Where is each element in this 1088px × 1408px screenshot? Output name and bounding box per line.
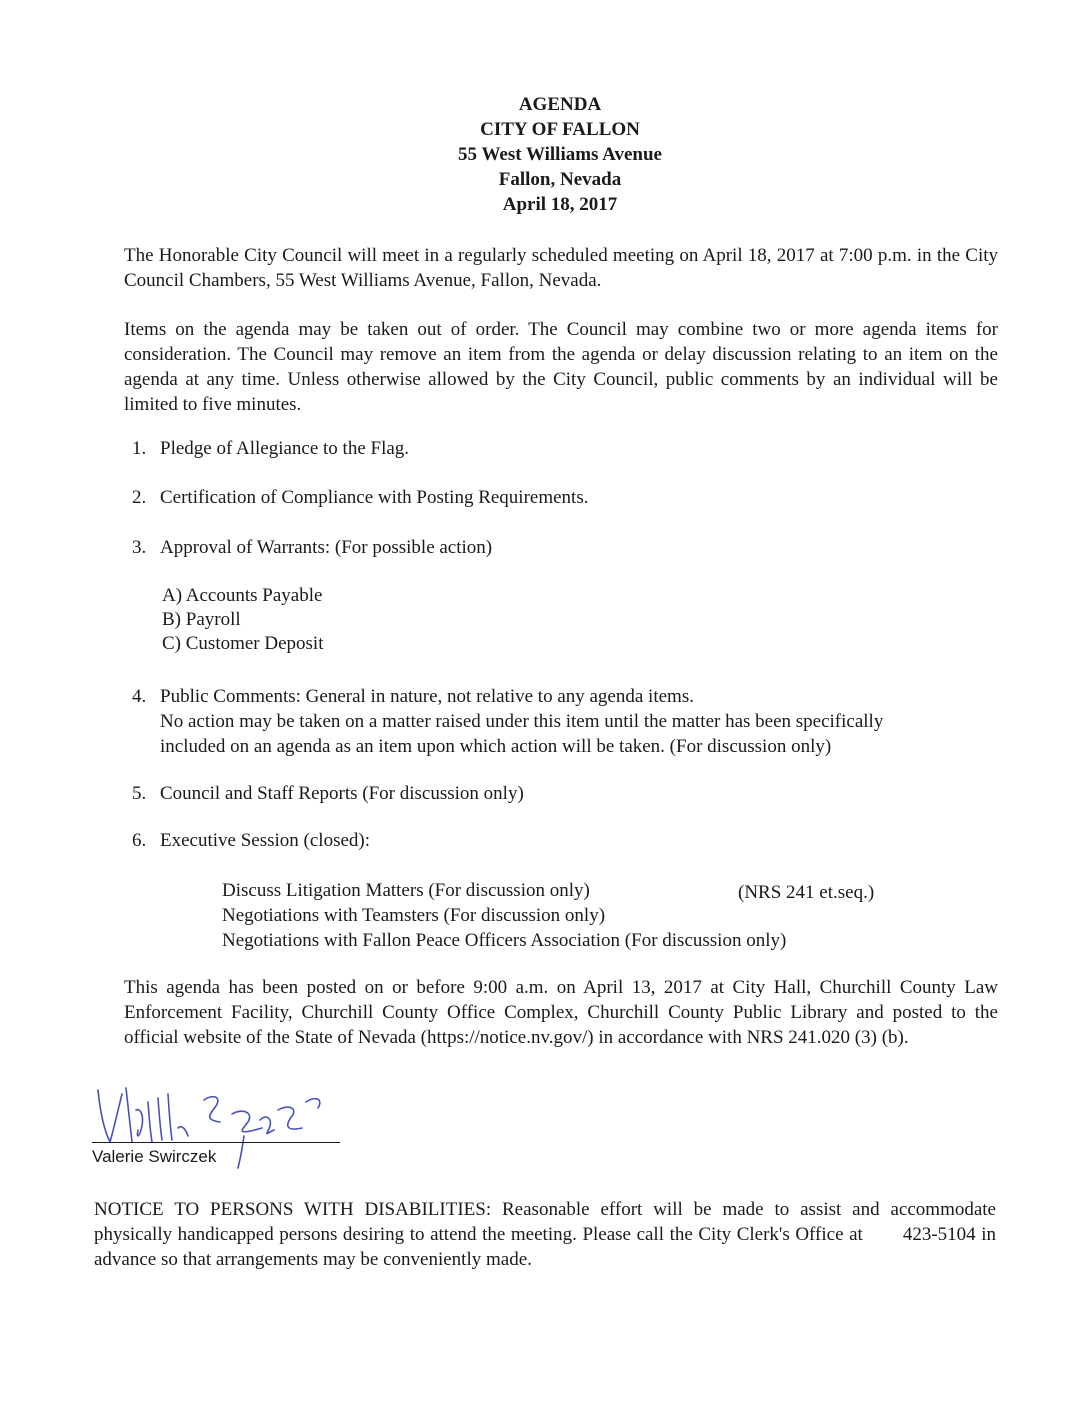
street-address: 55 West Williams Avenue (458, 144, 662, 165)
item-text: Pledge of Allegiance to the Flag. (160, 438, 410, 459)
notice-phone-text: 423-5104 in advance so that arrangements may be conveniently made. (94, 1224, 997, 1270)
item-number: 5. (132, 783, 147, 804)
rules-paragraph: Items on the agenda may be taken out of order. The Council may combine two or more agenda items for consideration. The Council may remove an item from the agenda or delay discussion relating to an item on the agenda at any time. Unless otherwise allowed by the City Council, public comments by an individual will be limited to five minutes. (124, 319, 998, 415)
notice-text: NOTICE TO PERSONS WITH DISABILITIES: Reasonable effort will be made to assist and accommodate physically handicapped persons desiring to attend the meeting. Please call the City Clerk's Office at (94, 1199, 996, 1245)
agenda-item-5 (132, 781, 524, 806)
city-state: Fallon, Nevada (498, 169, 622, 190)
item-number: 6. (132, 830, 147, 851)
signer-name: Valerie Swirczek (92, 1147, 217, 1166)
city-name: CITY OF FALLON (480, 119, 640, 140)
disabilities-notice (94, 1197, 996, 1272)
agenda-item-4 (132, 684, 694, 709)
exec-teamsters: Negotiations with Teamsters (For discussion only) (222, 905, 606, 926)
item-number: 3. (132, 537, 147, 558)
item-text: Executive Session (closed): (160, 830, 371, 851)
agenda-title: AGENDA (518, 94, 602, 115)
item-4-note-line-1: No action may be taken on a matter raised under this item until the matter has been specifically (160, 711, 884, 732)
nrs-reference: (NRS 241 et.seq.) (738, 882, 875, 903)
item-number: 1. (132, 438, 147, 459)
agenda-header (0, 92, 1088, 217)
intro-paragraph: The Honorable City Council will meet in a regularly scheduled meeting on April 18, 2017 at 7:00 p.m. in the City Council Chambers, 55 West Williams Avenue, Fallon, Nevada. (124, 245, 998, 291)
item-text: Certification of Compliance with Posting Requirements. (160, 487, 589, 508)
exec-peace-officers: Negotiations with Fallon Peace Officers Association (For discussion only) (222, 930, 787, 951)
agenda-item-1 (132, 436, 409, 461)
item-number: 2. (132, 487, 147, 508)
item-number: 4. (132, 686, 147, 707)
item-text: Approval of Warrants: (For possible action) (160, 537, 493, 558)
item-text: Council and Staff Reports (For discussion only) (160, 783, 524, 804)
agenda-item-3 (132, 535, 492, 560)
agenda-item-6 (132, 828, 370, 853)
item-text: Public Comments: General in nature, not relative to any agenda items. (160, 686, 694, 707)
signature-line (92, 1142, 340, 1143)
meeting-date: April 18, 2017 (502, 194, 618, 215)
warrant-customer-deposit: C) Customer Deposit (162, 633, 324, 654)
warrant-payroll: B) Payroll (162, 609, 241, 630)
posting-paragraph: This agenda has been posted on or before 9:00 a.m. on April 13, 2017 at City Hall, Churchill County Law Enforcement Facility, Churchill County Office Complex, Churchill County Public Library and posted to the official website of the State of Nevada (https://notice.nv.gov/) in accordance with NRS 241.020 (3) (b). (124, 977, 998, 1048)
warrant-accounts-payable: A) Accounts Payable (162, 585, 323, 606)
item-4-note-line-2: included on an agenda as an item upon which action will be taken. (For discussion only) (160, 736, 832, 757)
exec-litigation: Discuss Litigation Matters (For discussion only) (222, 880, 590, 901)
agenda-item-2 (132, 485, 588, 510)
